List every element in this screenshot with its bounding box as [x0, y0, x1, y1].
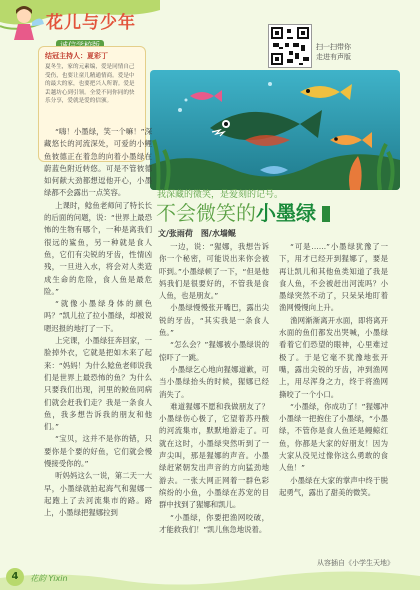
- paragraph: 难道猩娜不愿和我做朋友了？小墨绿伤心极了，它望着苏丹酸的河流集市，默默地游走了。可就在这时，小墨绿突然听到了一声尖叫，那是猩娜的声音。小墨绿赶紧朝发出声音的方向猛劲地游去。一张大网正网着一群色彩缤纷的小鱼，小墨绿在苏宠的目群中找到了猩娜和凯儿。: [159, 401, 269, 510]
- source-credit: 从容插自《小学生天地》: [317, 559, 394, 567]
- paragraph: “小墨绿，你成功了！”猩娜冲小墨绿一把抱住了小墨绿，“小墨绿，不管你是食人鱼还是鳗鲸红鱼，你都是大家的好朋友！因为大家从没见过像你这么勇敢的食人鱼！”: [279, 401, 388, 473]
- article-title: [156, 197, 330, 226]
- paragraph: “小墨绿，你要把渔网咬破，才能救我们！”凯儿焦急地说着。: [159, 512, 269, 534]
- paragraph: 渔网渐渐离开水面，即将离开水面的鱼们都发出哭喊，小墨绿看着它们恐望的眼神，心里难过极了。于是它毫不犹豫地张开嘴，露出尖锐的牙齿，冲到渔网上，用尽浑身之力，终于将渔网撕咬了一个小口。: [279, 315, 388, 399]
- column-logo: [46, 8, 174, 36]
- paragraph: 小墨绿慢慢张开嘴巴，露出尖锐的牙齿，“其实我是一条食人鱼。”: [159, 303, 269, 338]
- paragraph: 小墨绿乞心地向猩娜道歉，可当小墨绿抬头的时候，猩娜已经消失了。: [159, 364, 269, 399]
- qr-caption-line2: 走进有声版: [316, 53, 351, 61]
- paragraph: “宝贝，这并不是你的错，只要你是个要的好鱼，它们就会慢慢接受你的。”: [44, 434, 152, 469]
- editor-note-title: 结冠主持人：夏彩丁: [45, 52, 108, 60]
- article-column-2: [159, 241, 269, 536]
- logo-title: 花儿与少年: [46, 13, 136, 33]
- page-number: 4: [6, 568, 24, 586]
- paragraph: “怎么会？”猩娜被小墨绿说的惊吓了一跳。: [159, 340, 269, 362]
- fairy-girl-icon: [6, 4, 46, 44]
- qr-caption: [316, 42, 376, 62]
- article-column-1: [44, 126, 152, 520]
- article-title-plain: 不会微笑的: [156, 201, 256, 225]
- article-kicker: 我深藏的微笑，是爱刻的记号。: [157, 190, 284, 200]
- paragraph: 小墨绿在大家的掌声中终于脱起勇气，露出了甜美的微笑。: [279, 475, 388, 497]
- editor-note-body: 夏冬生，家的元素编，爱是同情自己受伤，也要让童儿精通情商。爱是中的最大的家，也要把兴人所谓。爱是丢越坊心到引领。全爱不同你同的快乐分享，爱就是爱的信颁。: [45, 64, 135, 105]
- qr-caption-line1: 扫一扫带你: [316, 43, 351, 51]
- paragraph: 听妈妈这么一说，第二天一大早，小墨绿就拍起海气和猩娜一起跑上了去河流集市的路。路上，小墨绿把猩娜拉到: [44, 471, 152, 518]
- paragraph: “嗨！小墨绿，笑一个嘛！”深藏悠长的河流深处，可爱的小鲤鱼彼德正在着急的向着小墨绿在蔚蓝色附近转悠。可是不管彼德如何献大劲都想逗他开心，小墨绿都不会露出一点笑容。: [44, 127, 152, 198]
- article-byline: 文/张雨荷 图/水墙鲲: [158, 229, 236, 238]
- paragraph: 一边，说：“猩娜，我想告诉你一个秘密，可能说出来你会被吓到。”小墨绿顿了一下，“但是他妈我们是很要好的，不管我是食人鱼，也是朋友。”: [159, 242, 269, 301]
- paragraph: 上课时，鲶鱼老师问了特长长的后面的问题，说：“世界上最恐怖的生物有哪个，一种是离我们很远的鲨鱼，另一种就是食人鱼，它们有尖锐的牙齿，性情凶残，一旦进入水，将会对人类造成生命的危险，食人鱼是最危险。”: [44, 200, 152, 296]
- qr-code-icon[interactable]: [268, 24, 312, 68]
- paragraph: 上完课，小墨绿狂奔回家，一脸掉外衣，它就是把如木来了起来：“妈妈！为什么鲶鱼老师说我们是世界上最恐怖的鱼？为什么只要我们出现，河里的鲛鱼同病们就会赶我们走？我是一条食人鱼，我多想告诉我的朋友和他们。”: [44, 336, 152, 432]
- article-title-bold: 小墨绿: [256, 201, 316, 225]
- title-bar-decoration: [322, 206, 330, 222]
- paragraph: “可是……”小墨绿犹豫了一下，用才已经开到猩娜了，要是再让凯儿和其他鱼类知道了我是食人鱼，不会被赶出河流吗？小墨绿突然不动了，只呆呆地盯着渔网慢慢向上升。: [279, 242, 388, 313]
- footer-brand: 花韵 Yixin: [30, 574, 68, 583]
- paragraph: “就像小墨绿身体的颜色吗？”凯儿拉了拉小墨绿，却被说嗯迟报的地打了一下。: [44, 299, 152, 333]
- article-column-3: [279, 241, 388, 499]
- underwater-fish-illustration: [150, 70, 400, 190]
